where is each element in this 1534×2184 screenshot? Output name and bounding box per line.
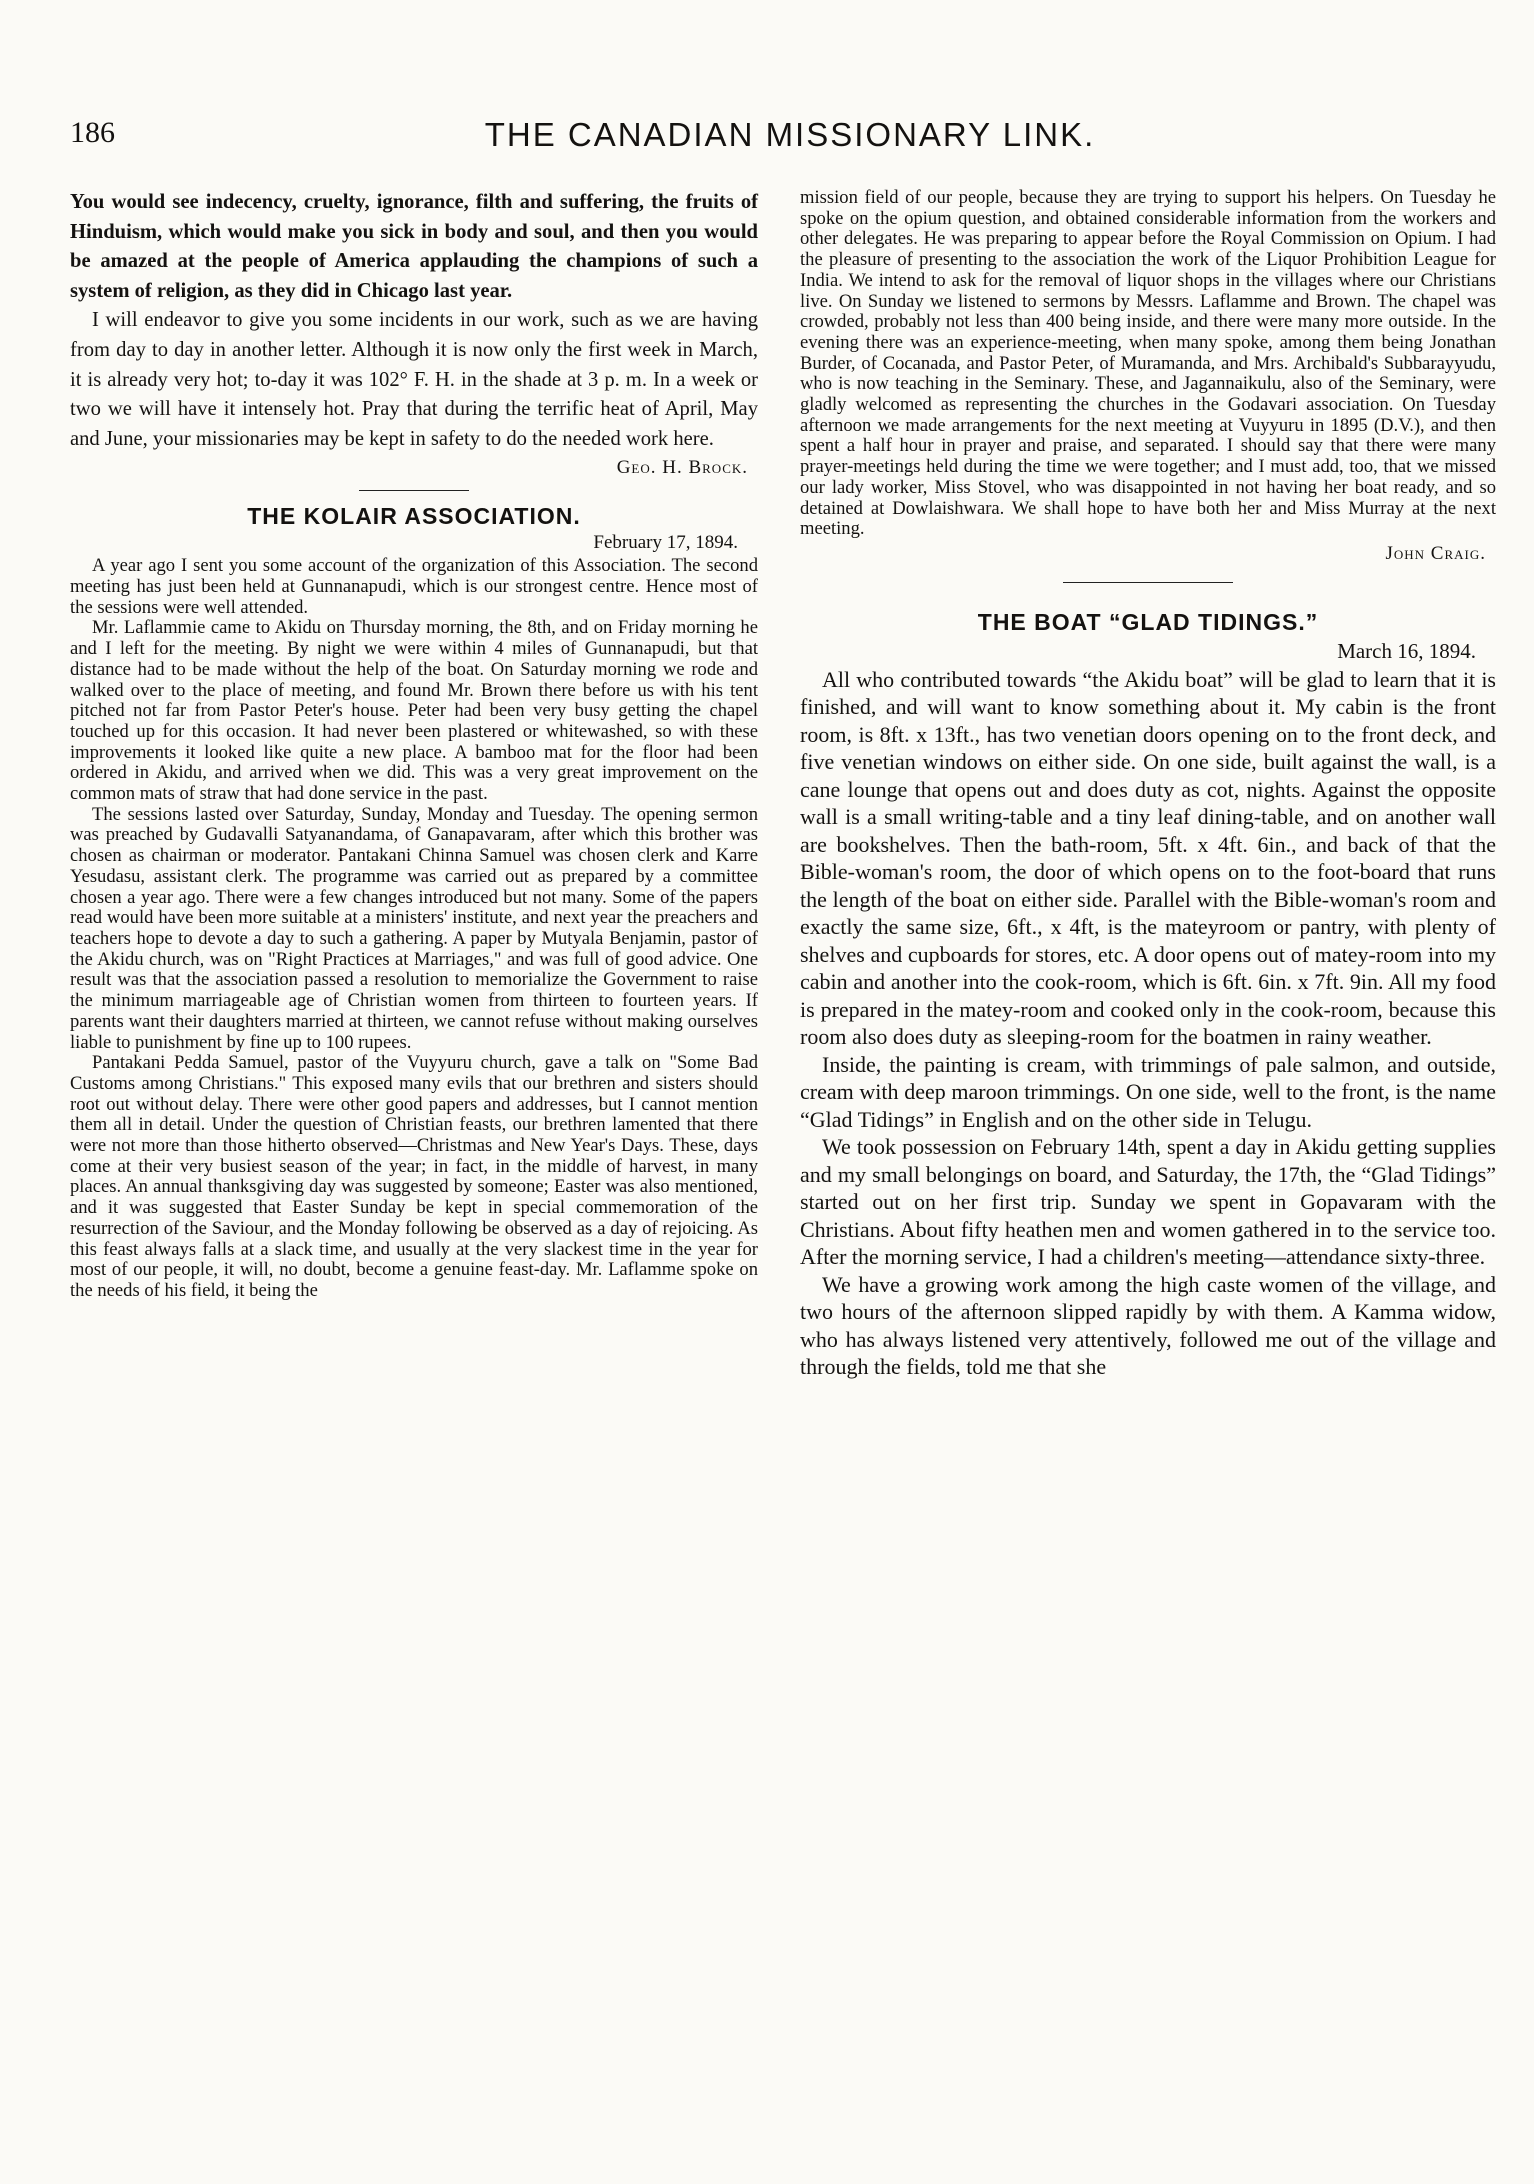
article-title: THE KOLAIR ASSOCIATION. [247, 503, 581, 530]
paragraph: I will endeavor to give you some incidents in our work, such as we are having from day to day in another letter. Although it is now only the first week in March, it is already very hot; to-day it was 102° F. H. in the shade at 3 p. m. In a week or two we will have it intensely hot. Pray that during the terrific heat of April, May and June, your missionaries may be kept in safety to do the needed work here. [70, 309, 758, 450]
signature: John Craig. [1385, 542, 1486, 564]
page-header [70, 118, 1470, 168]
brock-letter [70, 188, 758, 480]
divider [1063, 582, 1233, 583]
page-number: 186 [70, 116, 115, 149]
divider [359, 490, 469, 491]
paragraph: Mr. Laflammie came to Akidu on Thursday morning, the 8th, and on Friday morning he and I left for the meeting. By night we were within 4 miles of Gunnanapudi, but that distance had to be made without the help of the boat. On Saturday morning we rode and walked over to the place of meeting, and found Mr. Brown there before us with his tent pitched not far from Pastor Peter's house. Peter had been very busy getting the chapel touched up for this occasion. It had never been plastered or whitewashed, so with these improvements it looked like quite a new place. A bamboo mat for the floor had been ordered in Akidu, and arrived when we did. This was a very great improvement on the common mats of straw that had done service in the past. [70, 617, 758, 805]
article-date: February 17, 1894. [593, 532, 738, 554]
paragraph: Inside, the painting is cream, with trimmings of pale salmon, and outside, cream with deep maroon trimmings. On one side, well to the front, is the name “Glad Tidings” in English and on the other side in Telugu. [800, 1051, 1496, 1132]
article-title: THE BOAT “GLAD TIDINGS.” [977, 608, 1319, 635]
right-column [800, 188, 1496, 1381]
boat-article [800, 609, 1496, 1381]
left-column [70, 188, 758, 1302]
kolair-continued [800, 188, 1496, 566]
paragraph: A year ago I sent you some account of the organization of this Association. The second meeting has just been held at Gunnanapudi, which is our strongest centre. Hence most of the sessions were well attended. [70, 555, 758, 618]
paragraph: The sessions lasted over Saturday, Sunday, Monday and Tuesday. The opening sermon was preached by Gudavalli Satyanandama, of Ganapavaram, after which this brother was chosen as chairman or moderator. Pantakani Chinna Samuel was chosen clerk and Karre Yesudasu, assistant clerk. The programme was carried out as prepared by a committee chosen a year ago. There were a few changes introduced but not many. Some of the papers read would have been more suitable at a ministers' institute, and next year the preachers and teachers hope to devote a day to such a gathering. A paper by Mutyala Benjamin, pastor of the Akidu church, was on "Right Practices at Marriages," and was full of good advice. One result was that the association passed a resolution to memorialize the Government to raise the minimum marriageable age of Christian women from thirteen to fourteen years. If parents want their daughters married at thirteen, we cannot refuse without making ourselves liable to punishment by fine up to 100 rupees. [70, 803, 758, 1053]
paragraph: Pantakani Pedda Samuel, pastor of the Vuyyuru church, gave a talk on "Some Bad Customs among Christians." This exposed many evils that our brethren and sisters should root out without delay. There were other good papers and addresses, but I cannot mention them all in detail. Under the question of Christian feasts, our brethren lamented that there were not more than those hitherto observed—Christmas and New Year's Days. These, days come at their very busiest season of the year; in fact, in the middle of harvest, in many places. An annual thanksgiving day was suggested by someone; Easter was also mentioned, and it was suggested that Easter Sunday be kept in special commemoration of the resurrection of the Saviour, and the Monday following be observed as a day of rejoicing. As this feast always falls at a slack time, and usually at the very slackest time in the year for most of our people, it will, no doubt, become a genuine feast-day. Mr. Laflamme spoke on the needs of his field, it being the [70, 1052, 758, 1301]
running-title: THE CANADIAN MISSIONARY LINK. [484, 116, 1096, 153]
kolair-article [70, 503, 758, 1301]
paragraph: We have a growing work among the high caste women of the village, and two hours of the afternoon slipped rapidly by with them. A Kamma widow, who has always listened very attentively, followed me out of the village and through the fields, told me that she [800, 1271, 1496, 1380]
article-date: March 16, 1894. [1337, 638, 1476, 663]
signature: Geo. H. Brock. [616, 457, 748, 479]
paragraph: You would see indecency, cruelty, ignorance, filth and suffering, the fruits of Hinduism, which would make you sick in body and soul, and then you would be amazed at the people of America applauding the champions of such a system of religion, as they did in Chicago last year. [70, 191, 758, 302]
paragraph: We took possession on February 14th, spent a day in Akidu getting supplies and my small belongings on board, and Saturday, the 17th, the “Glad Tidings” started out on her first trip. Sunday we spent in Gopavaram with the Christians. About fifty heathen men and women gathered in to the service too. After the morning service, I had a children's meeting—attendance sixty-three. [800, 1134, 1496, 1270]
paragraph: mission field of our people, because they are trying to support his helpers. On Tuesday he spoke on the opium question, and obtained considerable information from the workers and other delegates. He was preparing to appear before the Royal Commission on Opium. I had the pleasure of presenting to the association the work of the Liquor Prohibition League for India. We intend to ask for the removal of liquor shops in the villages where our Christians live. On Sunday we listened to sermons by Messrs. Laflamme and Brown. The chapel was crowded, probably not less than 400 being inside, and there were many more outside. In the evening there was an experience-meeting, when many spoke, among them being Jonathan Burder, of Cocanada, and Pastor Peter, of Muramanda, and Mrs. Archibald's Subbarayyudu, who is now teaching in the Seminary. These, and Jagannaikulu, also of the Seminary, were gladly welcomed as representing the churches in the Godavari association. On Tuesday afternoon we made arrangements for the next meeting at Vuyyuru in 1895 (D.V.), and then spent a half hour in prayer and praise, and separated. I should say that there were many prayer-meetings held during the time we were together; and I must add, too, that we missed our lady worker, Miss Stovel, who was disappointed in not having her boat ready, and so detained at Dowlaishwara. We shall hope to have both her and Miss Murray at the next meeting. [800, 187, 1496, 540]
paragraph: All who contributed towards “the Akidu boat” will be glad to learn that it is finished, and will want to know something about it. My cabin is the front room, is 8ft. x 13ft., has two venetian doors opening on to the front deck, and five venetian windows on either side. On one side, built against the wall, is a cane lounge that opens out and does duty as cot, nights. Against the opposite wall is a small writing-table and a tiny leaf dining-table, and on another wall are bookshelves. Then the bath-room, 5ft. x 4ft. 6in., and back of that the Bible-woman's room, the door of which opens on to the foot-board that runs the length of the boat on either side. Parallel with the Bible-woman's room and exactly the same size, 6ft., x 4ft, is the mateyroom or pantry, with plenty of shelves and cupboards for stores, etc. A door opens out of matey-room into my cabin and another into the cook-room, which is 6ft. 6in. x 7ft. 9in. All my food is prepared in the matey-room and cooked only in the cook-room, because this room also does duty as sleeping-room for the boatmen in rainy weather. [800, 666, 1496, 1050]
